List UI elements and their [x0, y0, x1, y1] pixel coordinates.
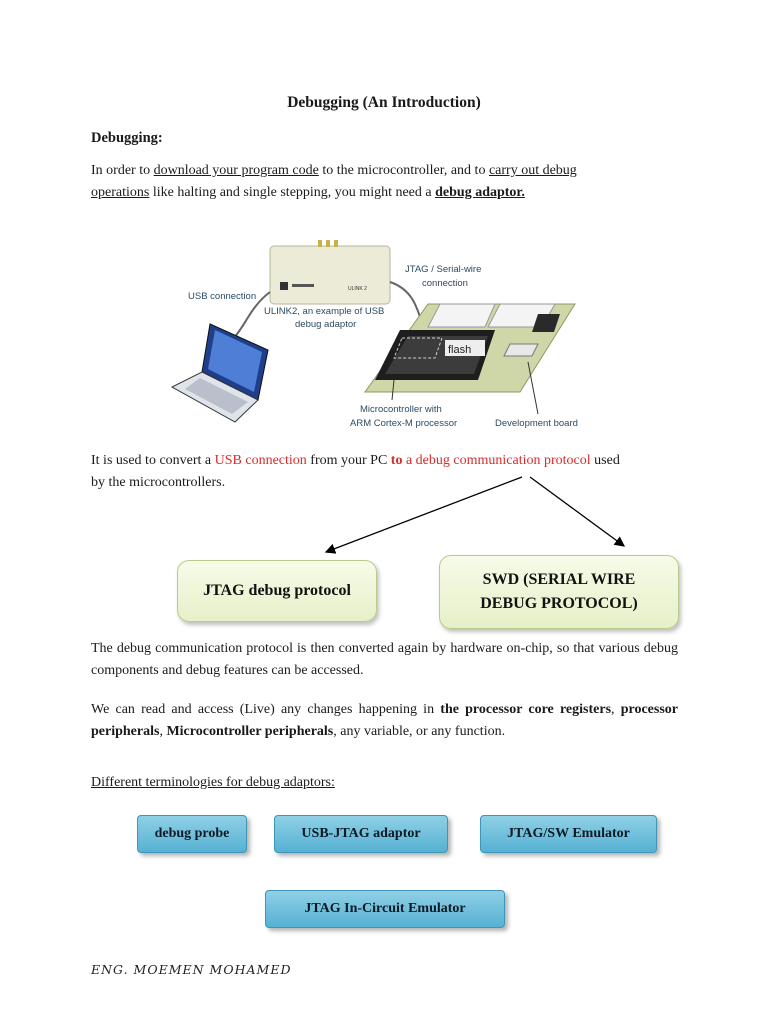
section-heading: Debugging:: [91, 130, 163, 146]
usb-text-1: It is used to convert a: [91, 453, 215, 468]
intro-underline-1: download your program code: [153, 163, 319, 178]
access-text-4: , any variable, or any function.: [333, 724, 506, 739]
flash-label: flash: [448, 344, 472, 356]
access-bold-1: the processor core registers: [440, 702, 612, 717]
arrow-to-swd: [530, 477, 624, 546]
terms-heading: Different terminologies for debug adaptors:: [91, 775, 335, 790]
ulink-label-line1: ULINK2, an example of USB: [264, 306, 385, 317]
mcu-label-line1: Microcontroller with: [360, 404, 442, 415]
access-text-2: ,: [611, 702, 621, 717]
term-debug-probe: debug probe: [137, 815, 247, 853]
protocol-paragraph: The debug communication protocol is then converted again by hardware on-chip, so that various debug components and debug features can be accessed.: [91, 641, 678, 678]
access-paragraph: [91, 699, 678, 743]
term-jtag-sw-emulator: JTAG/SW Emulator: [480, 815, 657, 853]
swd-protocol-box: [439, 555, 679, 629]
mcu-label-line2: ARM Cortex-M processor: [350, 418, 458, 429]
page-title: Debugging (An Introduction): [287, 94, 481, 111]
term-jtag-ice: JTAG In-Circuit Emulator: [265, 890, 505, 928]
usb-red-1: USB connection: [214, 453, 307, 468]
usb-red-bold: to: [390, 453, 403, 468]
intro-bold-1: debug adaptor.: [435, 185, 525, 200]
jtag-protocol-label: JTAG debug protocol: [203, 582, 351, 599]
dev-board-label: Development board: [495, 418, 578, 429]
intro-underline-2a: carry out debug: [488, 163, 577, 178]
intro-underline-2b: operations: [91, 185, 150, 200]
jtag-protocol-box: [177, 560, 377, 622]
arrow-to-jtag: [326, 477, 522, 552]
usb-text-3: used: [590, 453, 620, 468]
ulink-label-line2: debug adaptor: [295, 319, 357, 330]
ulink-badge: ULINK 2: [348, 286, 367, 292]
swd-label-line1: SWD (SERIAL WIRE: [482, 571, 636, 588]
access-text-3: ,: [159, 724, 167, 739]
intro-text-2: to the microcontroller, and to: [318, 163, 489, 178]
swd-label-line2: DEBUG PROTOCOL): [480, 595, 638, 612]
term-usb-jtag-adaptor: USB-JTAG adaptor: [274, 815, 448, 853]
access-bold-2: processor peripherals: [91, 702, 679, 739]
access-text-1: We can read and access (Live) any changes happening in: [91, 702, 441, 717]
usb-text-2: from your PC: [306, 453, 391, 468]
jtag-label-line1: JTAG / Serial-wire: [405, 264, 482, 275]
usb-connection-label: USB connection: [188, 291, 257, 302]
footer-author: ENG. MOEMEN MOHAMED: [91, 962, 292, 977]
intro-text-1: In order to: [91, 163, 154, 178]
access-bold-3: Microcontroller peripherals: [166, 724, 334, 739]
usb-text-line2: by the microcontrollers.: [91, 475, 226, 490]
jtag-label-line2: connection: [422, 278, 468, 289]
usb-red-2: a debug communication protocol: [402, 453, 591, 468]
intro-text-3: like halting and single stepping, you might need a: [149, 185, 436, 200]
